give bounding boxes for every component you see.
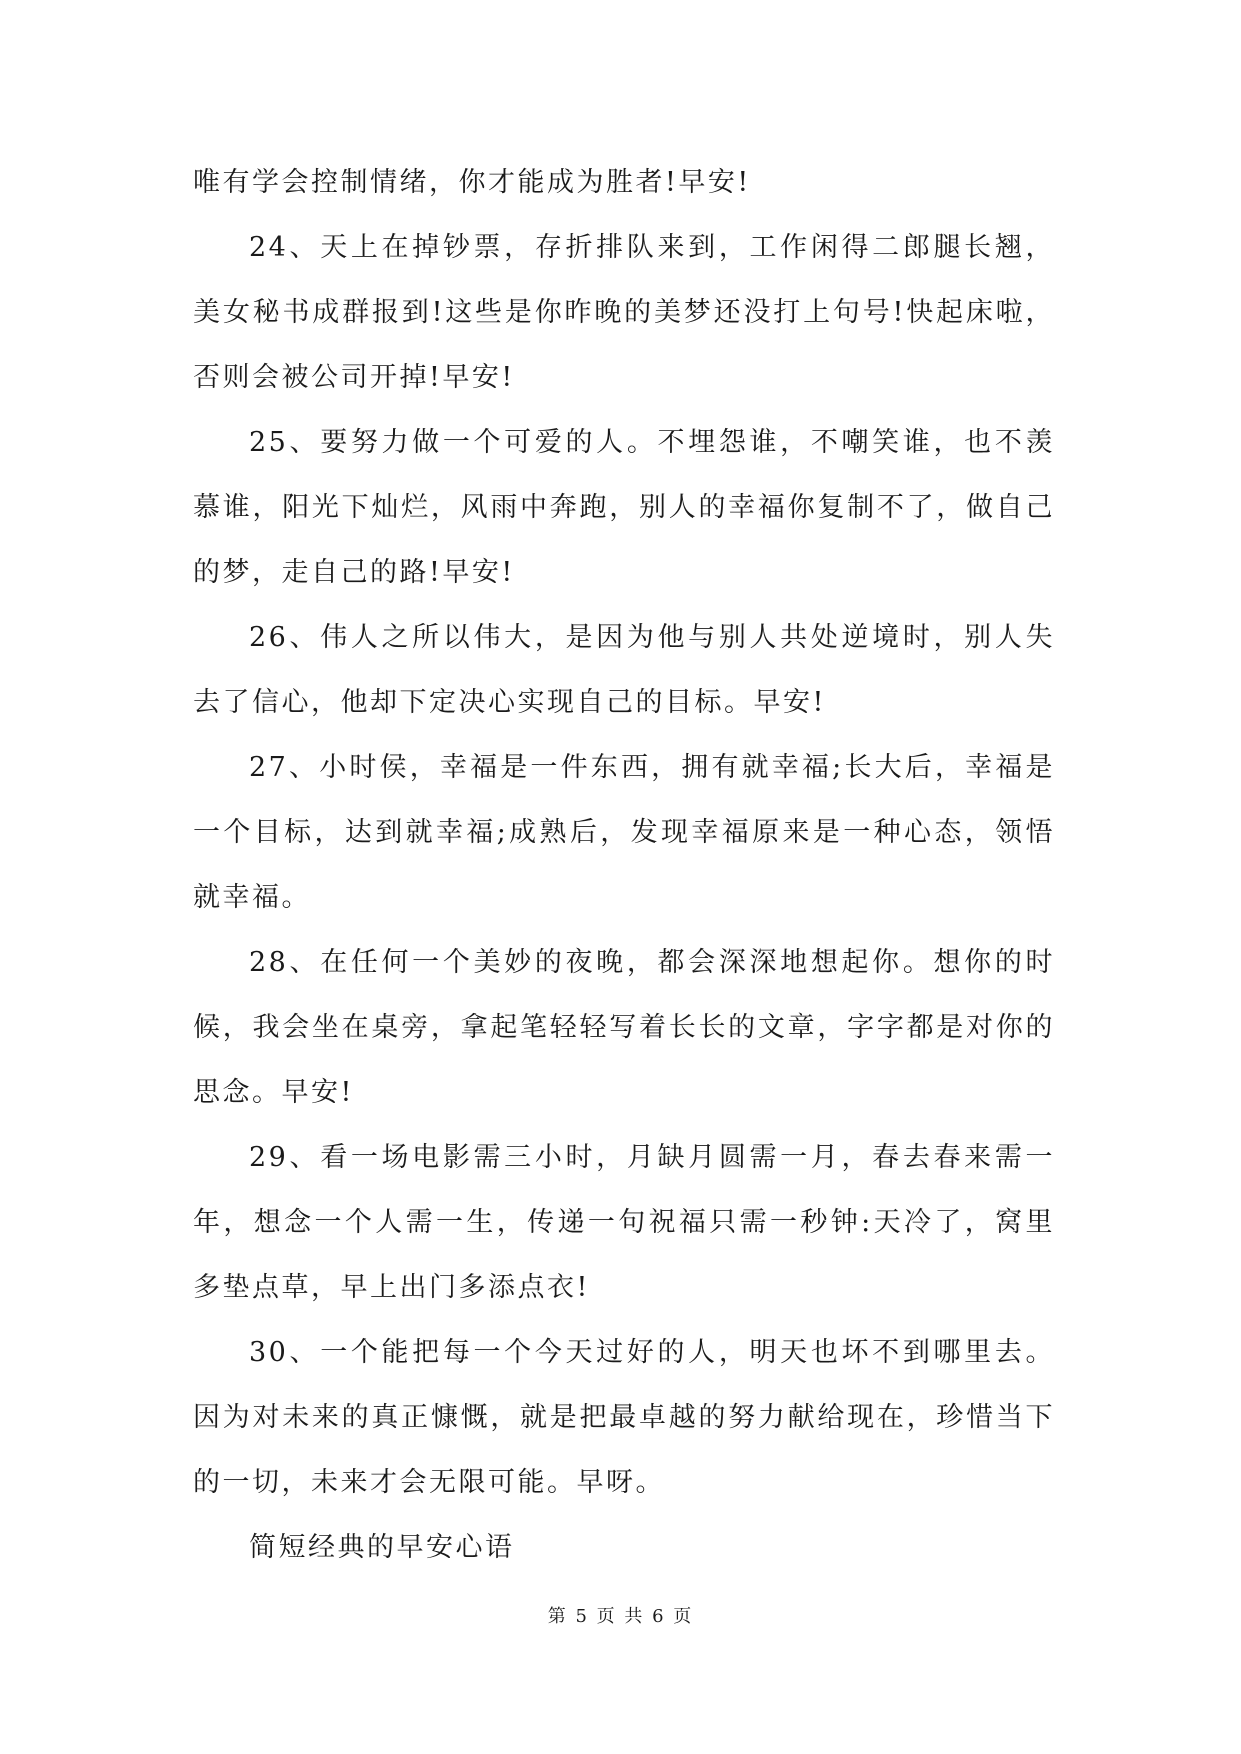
section-heading: 简短经典的早安心语 [249,1532,515,1563]
paragraph-30: 30、一个能把每一个今天过好的人，明天也坏不到哪里去。因为对未来的真正慷慨，就是把最卓越的努力献给现在，珍惜当下的一切，未来才会无限可能。早呀。 [193,1337,1055,1498]
paragraph-26: 26、伟人之所以伟大，是因为他与别人共处逆境时，别人失去了信心，他却下定决心实现自己的目标。早安! [193,622,1055,718]
paragraph-continuation: 唯有学会控制情绪，你才能成为胜者!早安! [193,167,751,198]
page-footer: 第 5 页 共 6 页 [547,1606,694,1627]
paragraph-27: 27、小时侯，幸福是一件东西，拥有就幸福;长大后，幸福是一个目标，达到就幸福;成熟后，发现幸福原来是一种心态，领悟就幸福。 [193,752,1055,913]
document-body [193,150,1055,1580]
paragraph-29: 29、看一场电影需三小时，月缺月圆需一月，春去春来需一年，想念一个人需一生，传递一句祝福只需一秒钟:天冷了，窝里多垫点草，早上出门多添点衣! [193,1142,1055,1303]
paragraph-28: 28、在任何一个美妙的夜晚，都会深深地想起你。想你的时候，我会坐在桌旁，拿起笔轻轻写着长长的文章，字字都是对你的思念。早安! [193,947,1055,1108]
paragraph-25: 25、要努力做一个可爱的人。不埋怨谁，不嘲笑谁，也不羡慕谁，阳光下灿烂，风雨中奔跑，别人的幸福你复制不了，做自己的梦，走自己的路!早安! [193,427,1055,588]
paragraph-24: 24、天上在掉钞票，存折排队来到，工作闲得二郎腿长翘，美女秘书成群报到!这些是你昨晚的美梦还没打上句号!快起床啦，否则会被公司开掉!早安! [193,232,1055,393]
